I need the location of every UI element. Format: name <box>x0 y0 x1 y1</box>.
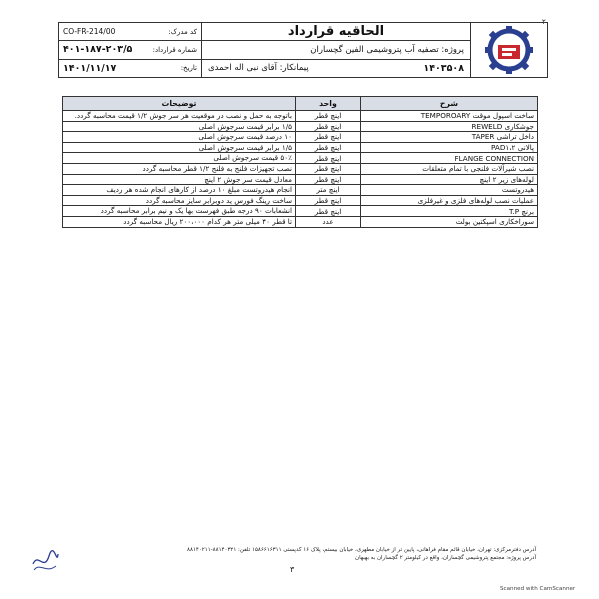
table-row <box>63 153 538 164</box>
col-header-unit: واحد <box>296 97 361 111</box>
cell-unit: اینچ قطر <box>296 111 361 122</box>
cell-sharh: جوشکاری REWELD <box>361 121 538 132</box>
table-header-row <box>63 97 538 111</box>
footer-line-project: آدرس پروژه: مجتمع پتروشیمی گچساران، واقع در کیلومتر ۲ گچساران به بهبهان <box>355 554 536 561</box>
cell-desc: ۱/۵ برابر قیمت سرجوش اصلی <box>63 142 296 153</box>
date-value: ۱۴۰۱/۱۱/۱۷ <box>63 62 117 74</box>
cell-desc: نصب تجهیزات فلنج به فلنج ۱/۲ قطر محاسبه گردد <box>63 163 296 174</box>
items-table <box>62 96 538 228</box>
cell-sharh: داخل تراشی TAPER <box>361 132 538 143</box>
cell-desc: معادل قیمت سر جوش ۲ اینچ <box>63 174 296 185</box>
cell-desc: ۵۰٪ قیمت سرجوش اصلی <box>63 153 296 164</box>
cell-sharh: عملیات نصب لوله‌های فلزی و غیرفلزی <box>361 195 538 206</box>
cell-desc: ساخت رینگ فورس ید دوبرابر سایز محاسبه گردد <box>63 195 296 206</box>
company-logo <box>470 23 547 77</box>
table-row <box>63 206 538 217</box>
cell-desc: باتوجه به حمل و نصب در موقعیت هر سر جوش ۱/۲ قیمت محاسبه گردد. <box>63 111 296 122</box>
table-row <box>63 132 538 143</box>
table-row <box>63 121 538 132</box>
table-row <box>63 216 538 227</box>
cell-unit: اینچ قطر <box>296 206 361 217</box>
doc-code-label: کد مدرک: <box>168 27 197 36</box>
doc-code-value: CO-FR-214/00 <box>63 27 116 37</box>
cell-desc: انجام هیدروتست مبلغ ۱۰ درصد از کارهای انجام شده هر ردیف <box>63 185 296 196</box>
cell-unit: اینچ قطر <box>296 195 361 206</box>
cell-unit: عدد <box>296 216 361 227</box>
cell-sharh: پالانی PAD۱،۲ <box>361 142 538 153</box>
cell-unit: اینچ قطر <box>296 163 361 174</box>
table-row <box>63 111 538 122</box>
table-row <box>63 195 538 206</box>
cell-desc: انشعابات ۹۰ درجه طبق فهرست بها یک و نیم برابر محاسبه گردد <box>63 206 296 217</box>
contract-number: ۱۴۰۳۵۰۸ <box>423 62 464 74</box>
cell-unit: اینچ قطر <box>296 174 361 185</box>
footer-address <box>66 547 536 562</box>
cell-sharh: ساخت اسپول موقت TEMPOROARY <box>361 111 538 122</box>
col-header-sharh: شرح <box>361 97 538 111</box>
header-meta <box>59 23 202 77</box>
cell-unit: اینچ قطر <box>296 153 361 164</box>
date-label: تاریخ: <box>180 64 197 73</box>
cell-desc: تا قطر ۴۰ میلی متر هر کدام ۲۰۰،۰۰۰ ریال محاسبه گردد <box>63 216 296 227</box>
col-header-desc: توضیحات <box>63 97 296 111</box>
cell-sharh: FLANGE CONNECTION <box>361 153 538 164</box>
cell-sharh: برنچ T.P <box>361 206 538 217</box>
header-main <box>202 23 470 77</box>
table-row <box>63 174 538 185</box>
signature-stamp <box>30 546 60 576</box>
page-badge: ۲ <box>542 18 546 26</box>
contract-no-value: ۴۰۱-۱۸۷-۲۰۳/۵ <box>63 44 133 56</box>
cell-unit: اینچ قطر <box>296 132 361 143</box>
cell-unit: اینچ قطر <box>296 142 361 153</box>
cell-unit: اینچ قطر <box>296 121 361 132</box>
table-row <box>63 142 538 153</box>
cell-desc: ۱۰ درصد قیمت سرجوش اصلی <box>63 132 296 143</box>
cell-sharh: هیدروتست <box>361 185 538 196</box>
contractor-name: پیمانکار: آقای نبی اله احمدی <box>208 63 309 74</box>
cell-desc: ۱/۵ برابر قیمت سرجوش اصلی <box>63 121 296 132</box>
cell-sharh: نصب شیرآلات فلنجی با تمام متعلقات <box>361 163 538 174</box>
cell-unit: اینچ متر <box>296 185 361 196</box>
cell-sharh: لوله‌های زیر ۲ اینچ <box>361 174 538 185</box>
cell-sharh: سوراخکاری اسپکتین بولت <box>361 216 538 227</box>
page-number: ۳ <box>290 565 295 574</box>
document-title: الحاقیه قرارداد <box>287 24 385 40</box>
document-header <box>58 22 548 78</box>
table-body <box>63 111 538 228</box>
footer-line-office: آدرس دفترمرکزی: تهران، خیابان قائم مقام فراهانی، پایین تر از خیابان مطهری، خیابان بیستم، پلاک ۱۶ کدپستی ۱۵۸۶۶۱۶۳۱۱ تلفن: ۸۸۱۴۰۳۲۱-۸۸۱۴۰۲۱۱ <box>187 547 536 553</box>
table-row <box>63 185 538 196</box>
table-row <box>63 163 538 174</box>
contract-no-label: شماره قرارداد: <box>152 45 197 54</box>
scanner-watermark: Scanned with CamScanner <box>500 586 576 592</box>
project-name: پروژه: تصفیه آب پتروشیمی الفین گچساران <box>310 44 464 55</box>
